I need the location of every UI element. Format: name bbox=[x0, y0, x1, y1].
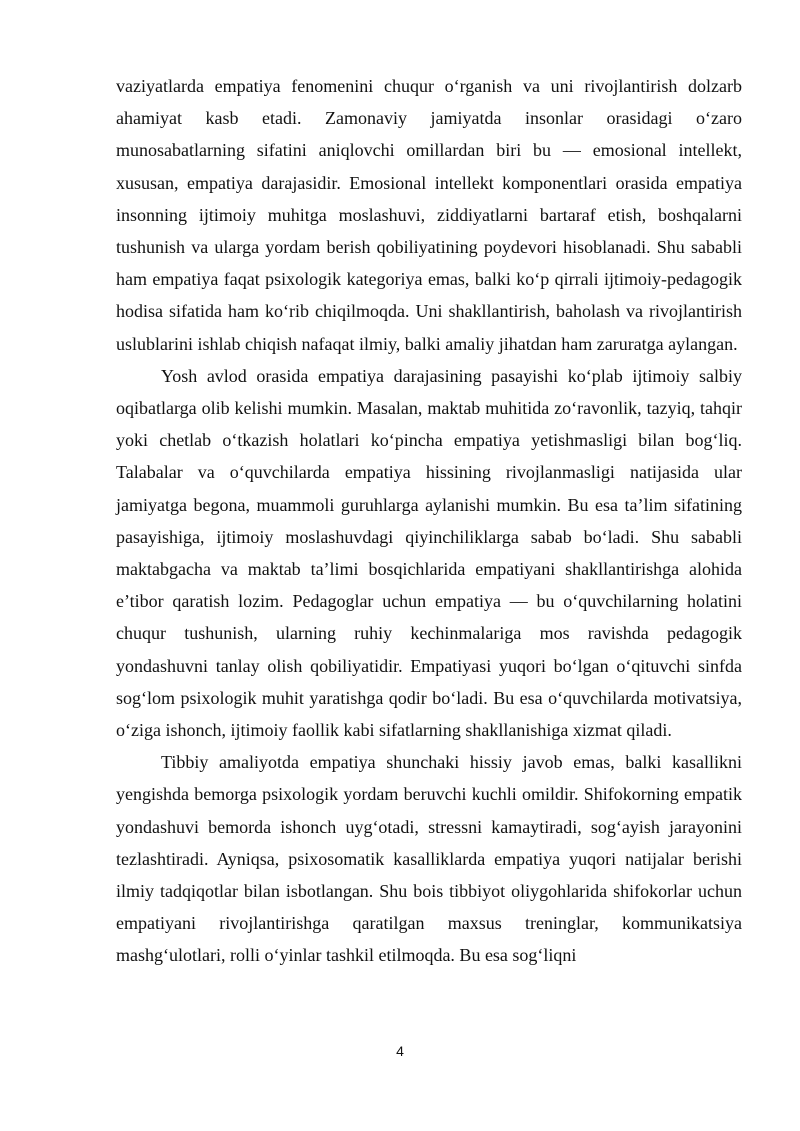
paragraph-3: Tibbiy amaliyotda empatiya shunchaki hissiy javob emas, balki kasallikni yengishda bemorga psixologik yordam beruvchi kuchli omildir. Shifokorning empatik yondashuvi bemorda ishonch uyg‘otadi, stressni kamaytiradi, sog‘ayish jarayonini tezlashtiradi. Ayniqsa, psixosomatik kasalliklarda empatiya yuqori natijalar berishi ilmiy tadqiqotlar bilan isbotlangan. Shu bois tibbiyot oliygohlarida shifokorlar uchun empatiyani rivojlantirishga qaratilgan maxsus treninglar, kommunikatsiya mashg‘ulotlari, rolli o‘yinlar tashkil etilmoqda. Bu esa sog‘liqni bbox=[116, 752, 742, 966]
paragraph-2: Yosh avlod orasida empatiya darajasining pasayishi ko‘plab ijtimoiy salbiy oqibatlarga olib kelishi mumkin. Masalan, maktab muhitida zo‘ravonlik, tazyiq, tahqir yoki chetlab o‘tkazish holatlari ko‘pincha empatiya yetishmasligi bilan bog‘liq. Talabalar va o‘quvchilarda empatiya hissining rivojlanmasligi natijasida ular jamiyatga begona, muammoli guruhlarga aylanishi mumkin. Bu esa ta’lim sifatining pasayishiga, ijtimoiy moslashuvdagi qiyinchiliklarga sabab bo‘ladi. Shu sababli maktabgacha va maktab ta’limi bosqichlarida empatiyani shakllantirishga alohida e’tibor qaratish lozim. Pedagoglar uchun empatiya — bu o‘quvchilarning holatini chuqur tushunish, ularning ruhiy kechinmalariga mos ravishda pedagogik yondashuvni tanlay olish qobiliyatidir. Empatiyasi yuqori bo‘lgan o‘qituvchi sinfda sog‘lom psixologik muhit yaratishga qodir bo‘ladi. Bu esa o‘quvchilarda motivatsiya, o‘ziga ishonch, ijtimoiy faollik kabi sifatlarning shakllanishiga xizmat qiladi. bbox=[116, 365, 742, 741]
paragraph-1: vaziyatlarda empatiya fenomenini chuqur o‘rganish va uni rivojlantirish dolzarb ahamiyat kasb etadi. Zamonaviy jamiyatda insonlar orasidagi o‘zaro munosabatlarning sifatini aniqlovchi omillardan biri bu — emosional intellekt, xususan, empatiya darajasidir. Emosional intellekt komponentlari orasida empatiya insonning ijtimoiy muhitga moslashuvi, ziddiyatlarni bartaraf etish, boshqalarni tushunish va ularga yordam berish qobiliyatining poydevori hisoblanadi. Shu sababli ham empatiya faqat psixologik kategoriya emas, balki ko‘p qirrali ijtimoiy-pedagogik hodisa sifatida ham ko‘rib chiqilmoqda. Uni shakllantirish, baholash va rivojlantirish uslublarini ishlab chiqish nafaqat ilmiy, balki amaliy jihatdan ham zaruratga aylangan. bbox=[116, 76, 742, 354]
document-page bbox=[116, 70, 742, 972]
page-number: 4 bbox=[396, 1043, 404, 1059]
